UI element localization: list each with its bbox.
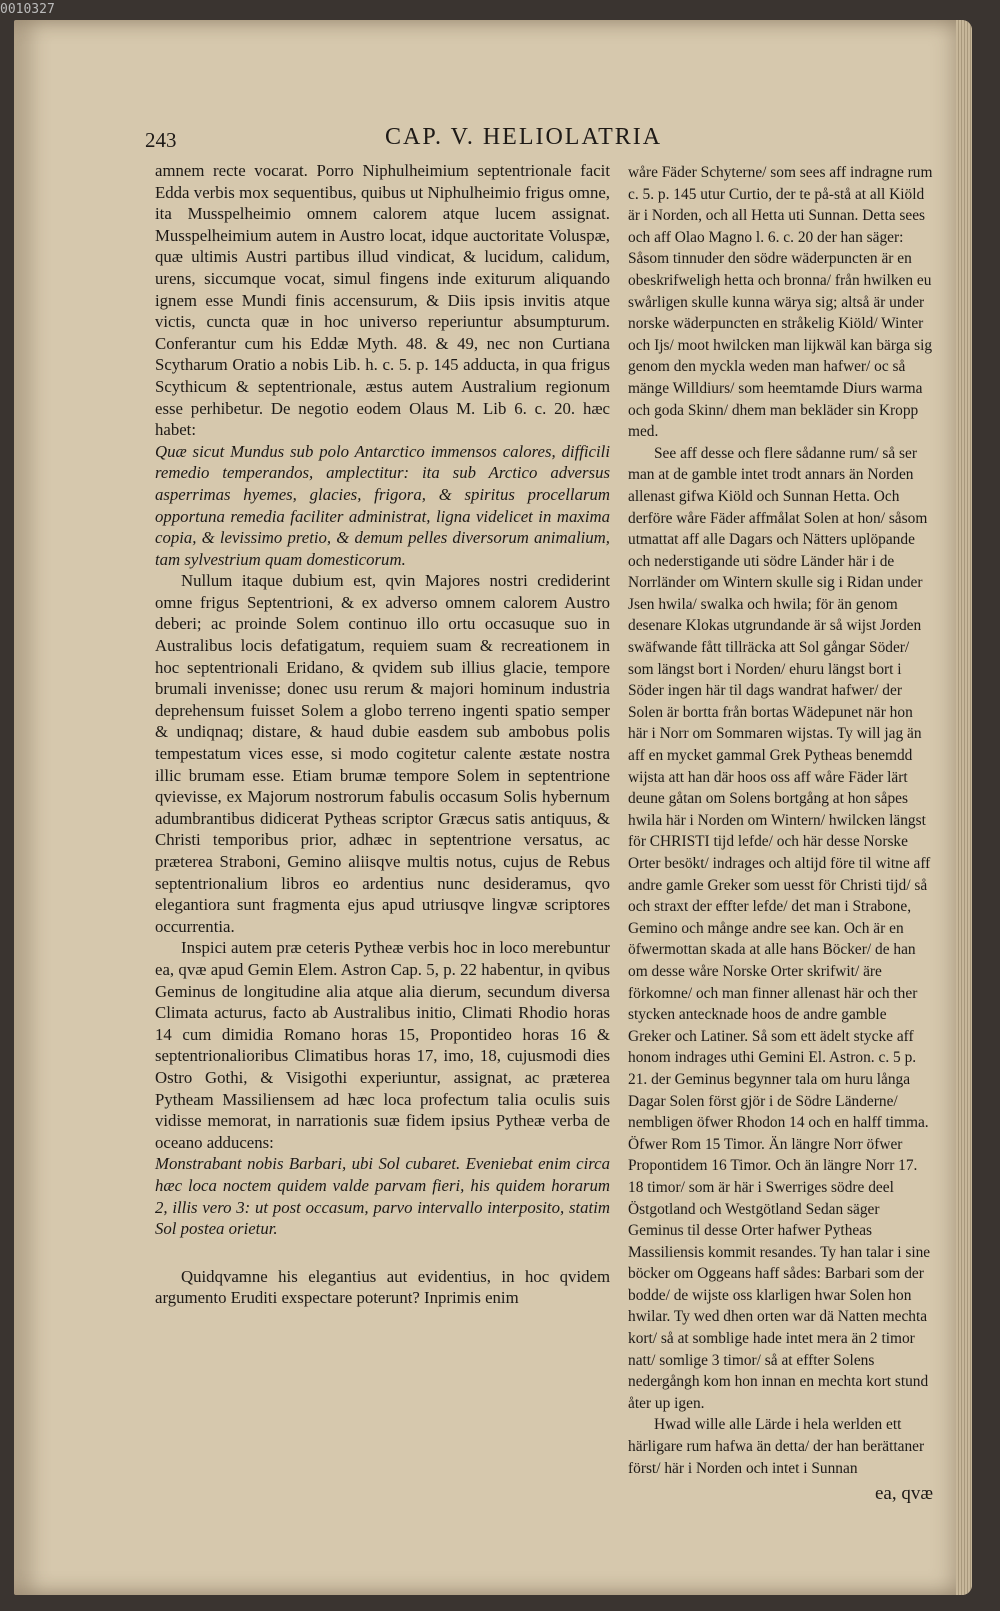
latin-quote-olaus: Quæ sicut Mundus sub polo Antarctico immensos calores, difficili remedio temperandos, amplectitur: ita sub Arctico adversus asperrimas hyemes, glacies, frigora, & spiritus procellarum opportuna remedia faciliter administrat, ligna videlicet in maxima copia, & levissimo pretio, & demum pelles diversorum animalium, tam sylvestrium quam domesticorum. (155, 441, 610, 569)
swedish-paragraph-2: See aff desse och flere sådanne rum/ så ser man at de gamble intet trodt annars än Norden allenast gifwa Kiöld och Sunnan Hetta. Och derföre wåre Fäder affmålat Solen at hon/ såsom utmattat aff alle Dagars och Nätters uplöpande och nederstigande uti södre Länder här i de Norrländer om Wintern skulle sig i Ridan under Jsen hwila/ swalka och hwila; för än genom desenare Klokas utgrundande är så wijst Jorden swäfwande fått tillräcka att Sol gångar Söder/ som längst bort i Norden/ ehuru längst bort i Söder ingen här til dags wandrat hafwer/ der Solen är bortta från bortas Wädepunet när hon här i Norr om Sommaren wijstas. Ty will jag än aff en mycket gammal Grek Pytheas benemdd wijsta att han där hoos oss aff wåre Fäder lärt deune gåtan om Solens bortgång at hon såpes hwila här i Norden om Wintern/ hwilcken längst för CHRISTI tijd lefde/ och här desse Norske Orter besökt/ indrages och altijd före til witne aff andre gamle Greker som uesst för Christi tijd/ så och straxt der effter lefde/ det man i Strabone, Gemino och månge andre see kan. Och är en öfwermottan skada at alle hans Böcker/ de han om desse wåre Norske Orter skrifwit/ äre förkomne/ och man finner allenast här och ther stycken antecknade hoos de andre gamble Greker och Latiner. Så som ett ädelt stycke aff honom indrages uthi Gemini El. Astron. c. 5 p. 21. der Geminus begynner tala om huru långa Dagar Solen först gjör i de Södre Länderne/ nembligen öfwer Rhodon 14 och en halff timma. Öfwer Rom 15 Timor. Än längre Norr öfwer Propontidem 16 Timor. Och än längre Norr 17. 18 timor/ som är här i Swerriges södre deel Östgotland och Westgötland Sedan säger Geminus til desse Orter hafwer Pytheas Massiliensis kommit resandes. Ty han talar i sine böcker om Oggeans haff sådes: Barbari som der bodde/ de wijste oss klarligen hwar Solen hon hwilar. Ty wed dhen orten war dä Natten mechta kort/ så at somblige hade intet mera än 2 timor natt/ somlige 3 timor/ så at effter Solens nedergångh kom hon innan en mechta kort stund åter up igen. (628, 444, 931, 1412)
swedish-paragraph-1: wåre Fäder Schyterne/ som sees aff indragne rum c. 5. p. 145 utur Curtio, der te på-stå at all Kiöld är i Norden, och all Hetta uti Sunnan. Detta sees och aff Olao Magno l. 6. c. 20 der han säger: Såsom tinnuder den södre wäderpuncten är en obeskrifweligh hetta och bronna/ från hwilken eu swårligen skulle kunna wärya sig; altså är under norske wäderpuncten en stråkelig Kiöld/ Winter och Ijs/ moot hwilcken man lijkwäl kan bärga sig genom den myckla weden man hafwer/ oc så mänge Willdiurs/ som heemtamde Diurs warma och goda Skinn/ dhem man bekläder sin Kropp med. (628, 164, 933, 441)
latin-paragraph-2: Nullum itaque dubium est, qvin Majores nostri crediderint omne frigus Septentrioni, & ex adverso omnem calorem Austro deberi; ac proinde Solem continuo illo ortu occasuque suo in Australibus locis defatigatum, requiem suam & recreationem in hoc septentrionali Eridano, & qvidem sub illius glacie, tempore brumali invenisse; donec usu rerum & majori hominum industria deprehensum fuisset Solem a globo terreno ingenti spatio semper & undiqnaq; distare, & haud dubie easdem sub ambobus polis tempestatum vices esse, si modo cogitetur calente æstate nostra illic brumam esse. Etiam brumæ tempore Solem in septentrione qvievisse, ex Majorum nostrorum fabulis occasum Solis hybernum adumbrantibus didicerat Pytheas scriptor Græcus satis antiquus, & Christi temporibus prior, adhæc in septentrione versatus, ac præterea Straboni, Gemino aliisqve multis notus, cujus de Rebus septentrionalium libros eo ardentius nunc desideramus, qvo elegantiora sunt fragmenta ejus apud utriusqve lingvæ scriptores occurrentia. (155, 571, 610, 936)
latin-column (155, 160, 610, 1309)
running-head: CAP. V. HELIOLATRIA (385, 124, 663, 150)
scan-id: 0010327 (0, 2, 55, 17)
page-edges (956, 20, 972, 1595)
latin-paragraph-1: amnem recte vocarat. Porro Niphulheimium septentrionale facit Edda verbis mox sequentibus, quibus ut Niphulheimio frigus omne, ita Musspelheimio omnem calorem atque lucem assignat. Musspelheimium autem in Austro locat, idque auctoritate Voluspæ, quæ ultimis Austri partibus illud vindicat, & lucidum, calidum, urens, siccumque vocat, simul fingens inde exiturum aliquando ignem esse Mundi finis accensurum, & Diis ipsis invitis atque victis, cuncta quæ in hoc universo reperiuntur absumpturum. Conferantur cum his Eddæ Myth. 48. & 49, nec non Curtiana Scytharum Oratio a nobis Lib. h. c. 5. p. 145 adducta, in qua frigus Scythicum & septentrionale, æstus autem Australium regionum esse perhibetur. De negotio eodem Olaus M. Lib 6. c. 20. hæc habet: (155, 161, 610, 440)
latin-paragraph-3: Inspici autem præ ceteris Pytheæ verbis hoc in loco merebuntur ea, qvæ apud Gemin Elem. Astron Cap. 5, p. 22 habentur, in qvibus Geminus de longitudine alia atque alia dierum, secundum diversa Climata acturus, facto ab Australibus initio, Climati Rhodio horas 14 cum dimidia Romano horas 15, Propontideo horas 16 & septentrionalioribus Climatibus horas 17, imo, 18, cujusmodi dies Ostro Gothi, & Visigothi experiuntur, assignat, ac præterea Pytheam Massiliensem ad hæc loca profectum talia oculis suis vidisse memorat, in narrationis suæ fidem ipsius Pytheæ verba de oceano adducens: (155, 938, 610, 1152)
latin-quote-pytheas: Monstrabant nobis Barbari, ubi Sol cubaret. Eveniebat enim circa hæc loca noctem quidem valde parvam fieri, his quidem horarum 2, illis vero 3: ut post occasum, parvo intervallo interposito, statim Sol postea orietur. (155, 1154, 610, 1239)
paragraph-gap (155, 1240, 610, 1266)
latin-paragraph-4: Quidqvamne his elegantius aut evidentius, in hoc qvidem argumento Eruditi exspectare poterunt? Inprimis enim (155, 1266, 610, 1308)
page-number: 243 (145, 128, 177, 152)
swedish-column (628, 162, 933, 1505)
page-header (145, 124, 845, 154)
swedish-paragraph-3: Hwad wille alle Lärde i hela werlden ett härligare rum hafwa än detta/ der han berättaner först/ här i Norden och intet i Sunnan (628, 1416, 925, 1477)
catchword: ea, qvæ (874, 1483, 933, 1505)
